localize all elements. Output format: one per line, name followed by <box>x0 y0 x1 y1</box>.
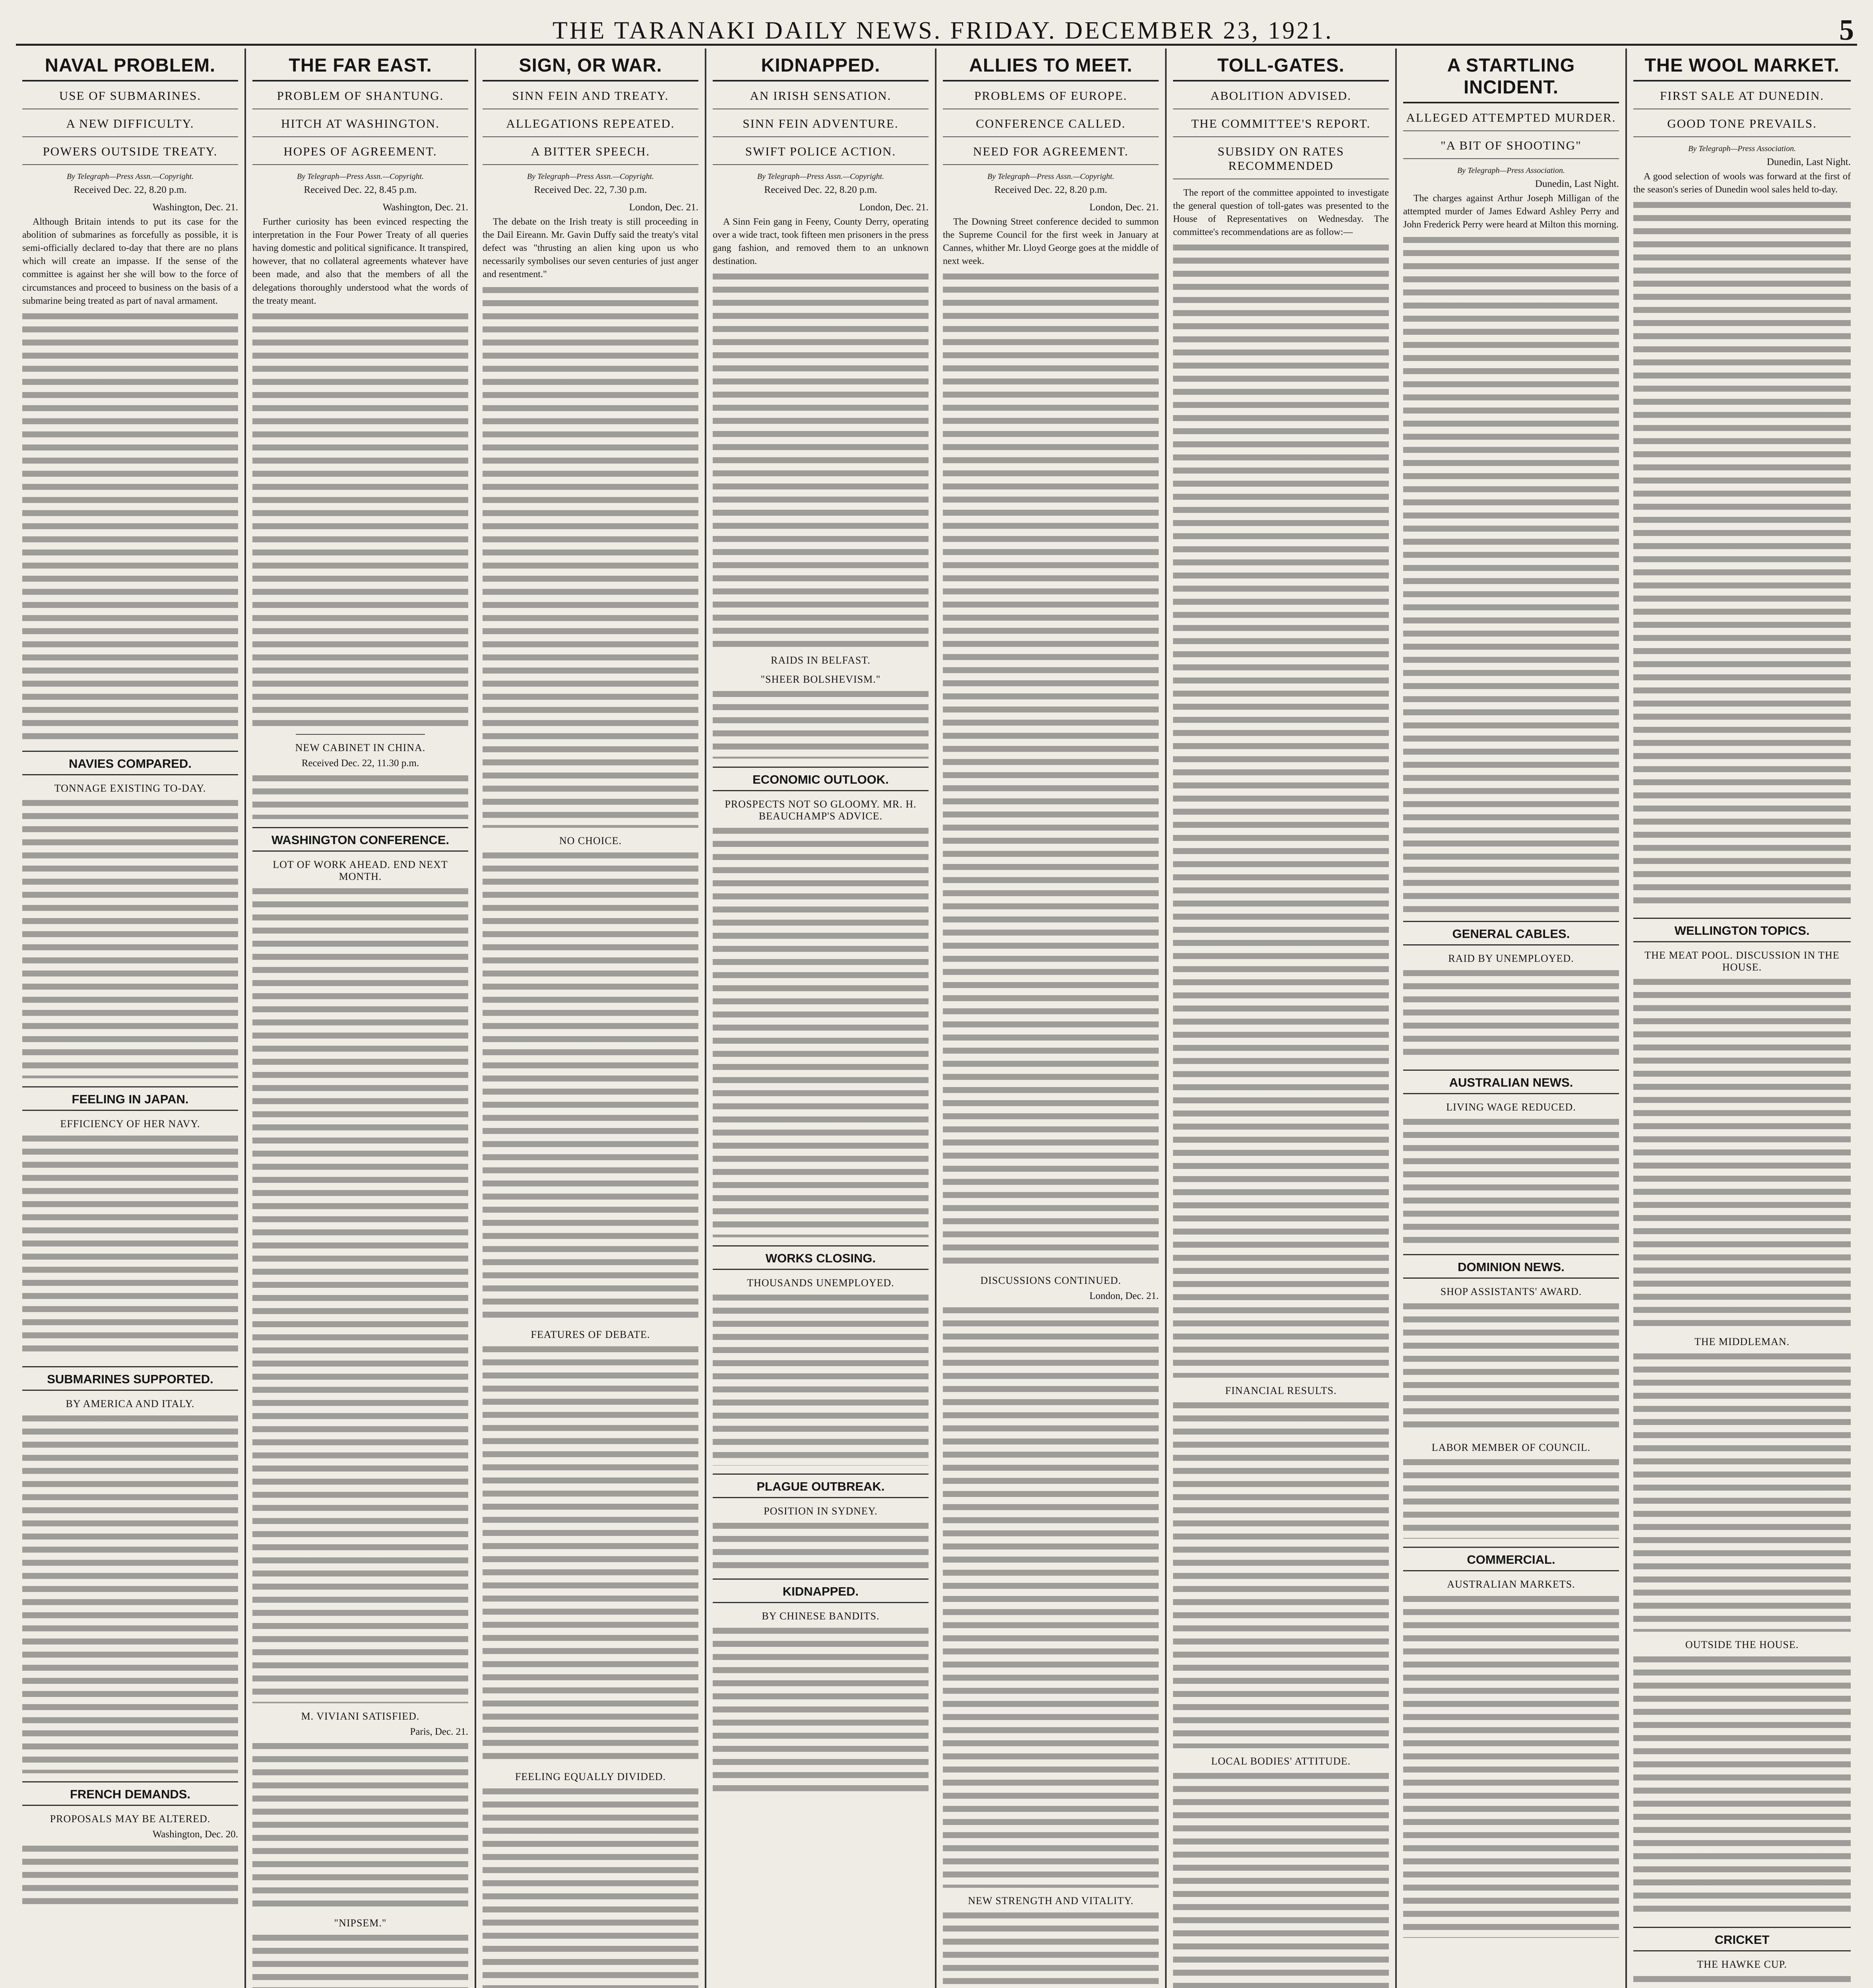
article-subhead: HITCH AT WASHINGTON. <box>252 116 468 137</box>
dateline: Washington, Dec. 21. <box>152 202 238 213</box>
article-headline: NAVAL PROBLEM. <box>22 49 238 82</box>
section-subheading: M. VIVIANI SATISFIED. <box>301 1710 420 1722</box>
section-subheading: FEELING EQUALLY DIVIDED. <box>515 1771 666 1782</box>
dateline: London, Dec. 21. <box>859 202 929 213</box>
article-byline: By Telegraph—Press Assn.—Copyright. <box>66 172 194 181</box>
body-text-block <box>1173 245 1389 1378</box>
body-text-block <box>22 1415 238 1773</box>
divider <box>296 734 425 735</box>
newspaper-masthead-title: THE TARANAKI DAILY NEWS. FRIDAY. DECEMBER 23, 1921. <box>553 17 1334 44</box>
body-text-block <box>713 274 929 647</box>
column-naval-problem <box>16 49 246 1988</box>
article-byline: By Telegraph—Press Assn.—Copyright. <box>987 172 1115 181</box>
article-subhead: SUBSIDY ON RATES RECOMMENDED <box>1173 144 1389 179</box>
article-subhead: POWERS OUTSIDE TREATY. <box>22 144 238 165</box>
article-paragraph: Although Britain intends to put its case for the abolition of submarines as forcefully as possible, it is semi-officially declared to-day that there are no plans which will create an impasse. If the sense of the committee is against her she will bow to the force of circumstances and proceed to business on the basis of a submarine being treated as part of naval armament. <box>22 217 238 306</box>
received-time: Received Dec. 22, 7.30 p.m. <box>534 184 647 195</box>
section-heading: COMMERCIAL. <box>1403 1547 1619 1571</box>
column-far-east <box>246 49 476 1988</box>
body-text-block <box>1173 1402 1389 1748</box>
section-subheading: THOUSANDS UNEMPLOYED. <box>747 1277 894 1289</box>
section-heading: AUSTRALIAN NEWS. <box>1403 1070 1619 1094</box>
article-subhead: GOOD TONE PREVAILS. <box>1633 116 1851 137</box>
newspaper-columns <box>16 49 1857 1988</box>
received-time: Received Dec. 22, 8.20 p.m. <box>764 184 877 195</box>
body-text-block <box>713 1295 929 1466</box>
section-subheading: LIVING WAGE REDUCED. <box>1446 1101 1576 1113</box>
section-heading: FEELING IN JAPAN. <box>22 1086 238 1111</box>
section-subheading: FEATURES OF DEBATE. <box>531 1328 650 1340</box>
body-text-block <box>252 775 468 819</box>
body-text-block <box>483 852 698 1322</box>
section-subheading: DISCUSSIONS CONTINUED. <box>980 1275 1121 1287</box>
article-paragraph: The report of the committee appointed to investigate the general question of toll-gates was presented to the House of Representatives on Wednesday. The committee's recommendations are as follow:— <box>1173 188 1389 238</box>
article-subhead: FIRST SALE AT DUNEDIN. <box>1633 89 1851 109</box>
article-subhead: THE COMMITTEE'S REPORT. <box>1173 116 1389 137</box>
article-subhead: SWIFT POLICE ACTION. <box>713 144 929 165</box>
section-heading: GENERAL CABLES. <box>1403 921 1619 945</box>
body-text-block <box>252 313 468 727</box>
article-paragraph: The debate on the Irish treaty is still proceeding in the Dail Eireann. Mr. Gavin Duffy said the treaty's vital defect was "thrusting an alien king upon us who necessarily symbolises our seven centuries of just anger and resentment." <box>483 217 698 280</box>
article-subhead: ALLEGED ATTEMPTED MURDER. <box>1403 111 1619 131</box>
body-text-block <box>1633 1976 1851 1988</box>
dateline: Washington, Dec. 21. <box>382 202 468 213</box>
article-headline: THE WOOL MARKET. <box>1633 49 1851 82</box>
section-heading: PLAGUE OUTBREAK. <box>713 1474 929 1498</box>
article-headline: TOLL-GATES. <box>1173 49 1389 82</box>
article-headline: THE FAR EAST. <box>252 49 468 82</box>
body-text-block <box>22 313 238 743</box>
body-text-block <box>1633 979 1851 1329</box>
dateline: Paris, Dec. 21. <box>410 1726 468 1737</box>
section-heading: WORKS CLOSING. <box>713 1245 929 1270</box>
section-subheading: "SHEER BOLSHEVISM." <box>760 674 881 685</box>
section-subheading: THE MEAT POOL. DISCUSSION IN THE HOUSE. <box>1644 949 1840 973</box>
body-text-block <box>1633 1656 1851 1919</box>
received-time: Received Dec. 22, 11.30 p.m. <box>301 757 419 769</box>
article-subhead: "A BIT OF SHOOTING" <box>1403 138 1619 159</box>
article-byline: By Telegraph—Press Assn.—Copyright. <box>527 172 654 181</box>
section-subheading: NO CHOICE. <box>559 835 622 846</box>
body-text-block <box>1403 237 1619 913</box>
body-text-block <box>713 1523 929 1571</box>
column-allies-to-meet <box>936 49 1167 1988</box>
article-headline: ALLIES TO MEET. <box>943 49 1159 82</box>
article-subhead: A NEW DIFFICULTY. <box>22 116 238 137</box>
article-paragraph: The Downing Street conference decided to summon the Supreme Council for the first week in January at Cannes, whither Mr. Lloyd George goes at the middle of next week. <box>943 217 1159 267</box>
section-subheading: "NIPSEM." <box>334 1917 387 1929</box>
section-heading: WELLINGTON TOPICS. <box>1633 918 1851 942</box>
article-subhead: HOPES OF AGREEMENT. <box>252 144 468 165</box>
body-text-block <box>713 691 929 759</box>
section-subheading: BY AMERICA AND ITALY. <box>66 1398 195 1409</box>
body-text-block <box>252 888 468 1703</box>
article-headline: SIGN, OR WAR. <box>483 49 698 82</box>
section-subheading: RAIDS IN BELFAST. <box>771 654 871 666</box>
body-text-block <box>1403 1459 1619 1539</box>
column-toll-gates <box>1167 49 1397 1988</box>
article-subhead: USE OF SUBMARINES. <box>22 89 238 109</box>
section-subheading: RAID BY UNEMPLOYED. <box>1448 953 1574 965</box>
body-text-block <box>713 828 929 1237</box>
received-time: Received Dec. 22, 8.20 p.m. <box>994 184 1107 195</box>
section-subheading: BY CHINESE BANDITS. <box>762 1610 880 1622</box>
section-subheading: LOCAL BODIES' ATTITUDE. <box>1211 1755 1351 1767</box>
dateline: Dunedin, Last Night. <box>1535 179 1619 189</box>
dateline: Washington, Dec. 20. <box>152 1829 238 1840</box>
section-subheading: SHOP ASSISTANTS' AWARD. <box>1440 1286 1582 1298</box>
article-subhead: ABOLITION ADVISED. <box>1173 89 1389 109</box>
article-subhead: SINN FEIN ADVENTURE. <box>713 116 929 137</box>
section-subheading: TONNAGE EXISTING TO-DAY. <box>54 782 206 794</box>
article-subhead: PROBLEM OF SHANTUNG. <box>252 89 468 109</box>
section-heading: DOMINION NEWS. <box>1403 1254 1619 1279</box>
received-time: Received Dec. 22, 8.45 p.m. <box>304 184 417 195</box>
body-text-block <box>22 1846 238 1905</box>
article-subhead: AN IRISH SENSATION. <box>713 89 929 109</box>
body-text-block <box>252 1743 468 1910</box>
article-byline: By Telegraph—Press Assn.—Copyright. <box>757 172 884 181</box>
column-wool-market <box>1627 49 1857 1988</box>
section-subheading: LABOR MEMBER OF COUNCIL. <box>1431 1442 1591 1454</box>
section-heading: NAVIES COMPARED. <box>22 751 238 775</box>
section-heading: WASHINGTON CONFERENCE. <box>252 827 468 852</box>
body-text-block <box>483 1788 698 1988</box>
masthead <box>16 16 1857 46</box>
article-paragraph: A good selection of wools was forward at the first of the season's series of Dunedin wool sales held to-day. <box>1633 171 1851 195</box>
section-subheading: LOT OF WORK AHEAD. END NEXT MONTH. <box>273 858 448 882</box>
body-text-block <box>22 800 238 1078</box>
body-text-block <box>483 287 698 828</box>
dateline: London, Dec. 21. <box>629 202 698 213</box>
body-text-block <box>1403 1119 1619 1246</box>
article-subhead: PROBLEMS OF EUROPE. <box>943 89 1159 109</box>
section-heading: CRICKET <box>1633 1927 1851 1951</box>
advertisement-text-block <box>943 1912 1159 1988</box>
body-text-block <box>22 1136 238 1358</box>
body-text-block <box>1403 1303 1619 1435</box>
body-text-block <box>943 274 1159 1268</box>
body-text-block <box>483 1346 698 1764</box>
article-byline: By Telegraph—Press Association. <box>1688 144 1796 153</box>
page-number: 5 <box>1839 14 1854 47</box>
advertisement-text-block <box>252 1935 468 1988</box>
article-headline: A STARTLING INCIDENT. <box>1403 49 1619 103</box>
section-subheading: EFFICIENCY OF HER NAVY. <box>60 1118 200 1130</box>
section-heading: KIDNAPPED. <box>713 1578 929 1603</box>
dateline: London, Dec. 21. <box>1089 1291 1159 1302</box>
section-subheading: FINANCIAL RESULTS. <box>1225 1385 1337 1397</box>
body-text-block <box>943 1307 1159 1888</box>
article-headline: KIDNAPPED. <box>713 49 929 82</box>
section-heading: SUBMARINES SUPPORTED. <box>22 1366 238 1391</box>
section-subheading: PROPOSALS MAY BE ALTERED. <box>50 1813 211 1825</box>
column-kidnapped <box>706 49 936 1988</box>
section-subheading: PROSPECTS NOT SO GLOOMY. MR. H. BEAUCHAMP'S ADVICE. <box>725 798 917 822</box>
section-subheading: NEW CABINET IN CHINA. <box>295 742 426 753</box>
dateline: London, Dec. 21. <box>1089 202 1159 213</box>
article-subhead: ALLEGATIONS REPEATED. <box>483 116 698 137</box>
article-paragraph: A Sinn Fein gang in Feeny, County Derry, operating over a wide tract, took fifteen men prisoners in the press gang fashion, and removed them to an unknown destination. <box>713 217 929 267</box>
section-subheading: NEW STRENGTH AND VITALITY. <box>968 1895 1134 1907</box>
article-subhead: NEED FOR AGREEMENT. <box>943 144 1159 165</box>
body-text-block <box>713 1628 929 1795</box>
section-subheading: OUTSIDE THE HOUSE. <box>1685 1639 1799 1651</box>
article-byline: By Telegraph—Press Association. <box>1457 166 1565 175</box>
article-subhead: A BITTER SPEECH. <box>483 144 698 165</box>
received-time: Received Dec. 22, 8.20 p.m. <box>74 184 187 195</box>
section-heading: ECONOMIC OUTLOOK. <box>713 767 929 791</box>
dateline: Dunedin, Last Night. <box>1766 157 1851 167</box>
body-text-block <box>1633 202 1851 910</box>
article-paragraph: Further curiosity has been evinced respecting the interpretation in the Four Power Treaty of all queries having domestic and political significance. It transpired, however, that no collateral agreements whatever have been made, and also that the members of all the delegations thoroughly understood what the words of the treaty meant. <box>252 217 468 306</box>
section-heading: FRENCH DEMANDS. <box>22 1781 238 1806</box>
body-text-block <box>1633 1353 1851 1632</box>
section-subheading: THE HAWKE CUP. <box>1697 1959 1787 1971</box>
column-startling-incident <box>1397 49 1627 1988</box>
article-subhead: SINN FEIN AND TREATY. <box>483 89 698 109</box>
article-byline: By Telegraph—Press Assn.—Copyright. <box>297 172 424 181</box>
section-subheading: THE MIDDLEMAN. <box>1694 1336 1790 1348</box>
body-text-block <box>1403 970 1619 1062</box>
section-subheading: POSITION IN SYDNEY. <box>764 1505 878 1517</box>
article-subhead: CONFERENCE CALLED. <box>943 116 1159 137</box>
body-text-block <box>1173 1773 1389 1988</box>
body-text-block <box>1403 1596 1619 1938</box>
article-paragraph: The charges against Arthur Joseph Milligan of the attempted murder of James Edward Ashley Perry and John Frederick Perry were heard at Milton this morning. <box>1403 193 1619 230</box>
section-subheading: AUSTRALIAN MARKETS. <box>1447 1578 1575 1590</box>
column-sign-or-war <box>476 49 706 1988</box>
